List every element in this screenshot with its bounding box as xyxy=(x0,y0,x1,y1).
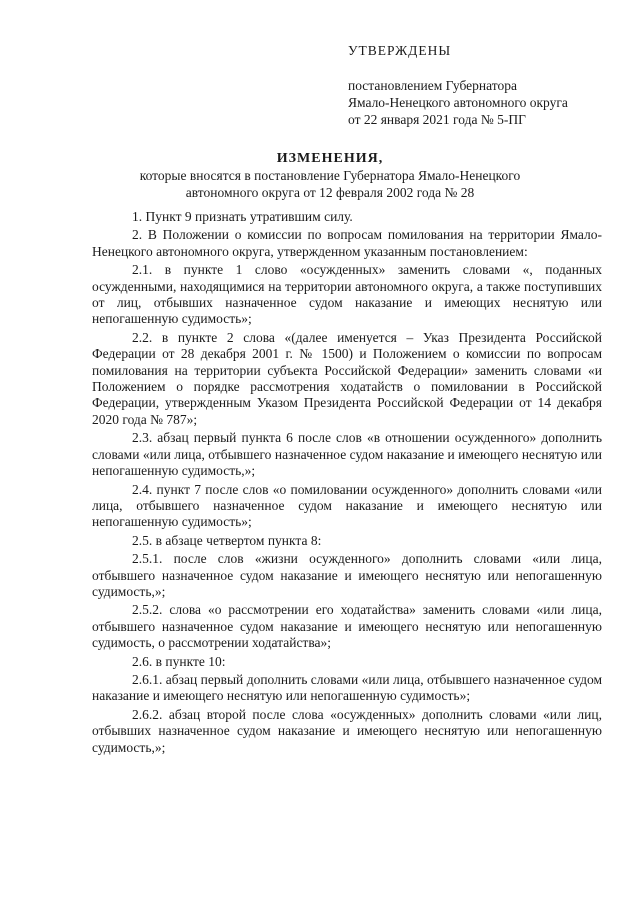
paragraph-1: 1. Пункт 9 признать утратившим силу. xyxy=(132,209,353,224)
paragraph-2: 2. В Положении о комиссии по вопросам помилования на территории Ямало-Ненецкого автономного округа, утвержденном указанным постановлением: xyxy=(92,227,602,259)
approval-line-3: от 22 января 2021 года № 5-ПГ xyxy=(348,112,526,127)
approval-heading: УТВЕРЖДЕНЫ xyxy=(348,43,452,58)
paragraph-2-6: 2.6. в пункте 10: xyxy=(132,653,226,669)
approval-line-1: постановлением Губернатора xyxy=(348,78,517,93)
document-subtitle-line-2: автономного округа от 12 февраля 2002 года № 28 xyxy=(185,185,475,200)
paragraph-2-5-2: 2.5.2. слова «о рассмотрении его ходатайства» заменить словами «или лица, отбывшего назначенное судом наказание и имеющего неснятую или непогашенную судимость, о рассмотрении ходатайства»; xyxy=(92,602,602,651)
paragraph-2-4: 2.4. пункт 7 после слов «о помиловании осужденного» дополнить словами «или лица, отбывшего назначенное судом наказание и имеющего неснятую или непогашенную судимость»; xyxy=(92,481,602,530)
paragraph-2-3: 2.3. абзац первый пункта 6 после слов «в отношении осужденного» дополнить словами «или лица, отбывшего назначенное судом наказание и имеющего неснятую или непогашенную судимость,»; xyxy=(92,430,602,479)
paragraph-2-5: 2.5. в абзаце четвертом пункта 8: xyxy=(132,532,322,548)
paragraph-2-5-1: 2.5.1. после слов «жизни осужденного» дополнить словами «или лица, отбывшего назначенное судом наказание и имеющего неснятую или непогашенную судимость,»; xyxy=(92,551,602,599)
approval-block xyxy=(348,42,628,128)
paragraph-2-6-1: 2.6.1. абзац первый дополнить словами «или лица, отбывшего назначенное судом наказание и имеющего неснятую или непогашенную судимость»; xyxy=(92,671,602,704)
paragraph-2-6-2: 2.6.2. абзац второй после слова «осужденных» дополнить словами «или лиц, отбывших назначенное судом наказание и имеющего неснятую или непогашенную судимость,»; xyxy=(92,706,602,755)
paragraph-2-2: 2.2. в пункте 2 слова «(далее именуется – Указ Президента Российской Федерации от 28 декабря 2001 г. № 1500) и Положением о комиссии по вопросам помилования на территории субъекта Российской Федерации» заменить словами «и Положением о порядке рассмотрения ходатайств о помиловании в Российской Федерации, утвержденным Указом Президента Российской Федерации от 14 декабря 2020 года № 787»; xyxy=(92,329,602,427)
title-block xyxy=(60,150,600,201)
document-subtitle-line-1: которые вносятся в постановление Губернатора Ямало-Ненецкого xyxy=(139,168,521,183)
document-title: ИЗМЕНЕНИЯ, xyxy=(276,151,384,166)
approval-line-2: Ямало-Ненецкого автономного округа xyxy=(348,95,568,110)
document-body xyxy=(92,209,602,758)
paragraph-2-1: 2.1. в пункте 1 слово «осужденных» заменить словами «, поданных осужденными, находящимися на территории автономного округа, а также поступивших от лиц, отбывших назначенное судом наказание и имеющих неснятую или непогашенную судимость»; xyxy=(92,262,602,327)
